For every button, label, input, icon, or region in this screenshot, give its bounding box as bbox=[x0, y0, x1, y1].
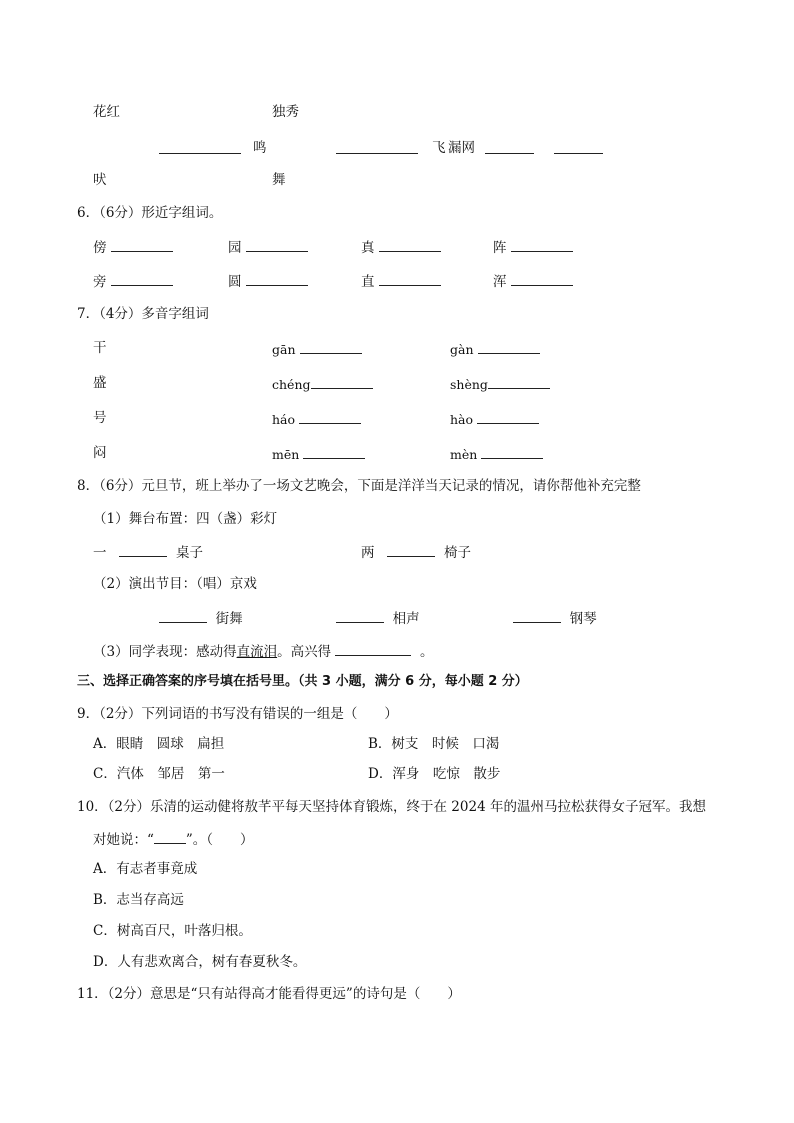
q8-blank[interactable] bbox=[119, 542, 167, 557]
q7-blank[interactable] bbox=[481, 444, 543, 459]
q6-blank[interactable] bbox=[246, 271, 308, 286]
q10-option-d[interactable]: D．人有悲欢离合，树有春夏秋冬。 bbox=[93, 954, 307, 970]
q8-two: 两 椅子 bbox=[361, 542, 471, 562]
q5-blank-3[interactable] bbox=[485, 139, 534, 159]
q7-title: 7．（4分）多音字组词 bbox=[77, 306, 209, 322]
q8-blank[interactable] bbox=[387, 542, 435, 557]
q5-word-3: 鸣 bbox=[253, 140, 267, 156]
q7-char: 闷 bbox=[93, 445, 107, 461]
q7-pinyin: hào bbox=[450, 409, 539, 429]
q7-blank[interactable] bbox=[300, 339, 362, 354]
q10-title: 10．（2分）乐清的运动健将敖芊平每天坚持体育锻炼，终于在 2024 年的温州马拉松获得女子冠军。我想 bbox=[77, 799, 706, 815]
q6-char: 阵 bbox=[493, 237, 573, 257]
q9-option-b[interactable]: B．树支 时候 口渴 bbox=[368, 736, 500, 752]
q6-blank[interactable] bbox=[111, 237, 173, 252]
q7-pinyin: háo bbox=[272, 409, 361, 429]
q10-blank[interactable] bbox=[154, 829, 186, 844]
q8-dance: 街舞 bbox=[159, 608, 243, 628]
q8-blank[interactable] bbox=[159, 608, 207, 623]
q7-pinyin: mēn bbox=[272, 444, 365, 464]
q5-blank-2[interactable] bbox=[336, 139, 418, 159]
q6-blank[interactable] bbox=[111, 271, 173, 286]
q7-char: 盛 bbox=[93, 375, 107, 391]
q5-word-5: 吠 bbox=[93, 172, 107, 188]
q6-blank[interactable] bbox=[511, 237, 573, 252]
q5-word-2: 独秀 bbox=[272, 104, 299, 120]
q5-blank-4[interactable] bbox=[554, 139, 603, 159]
q8-underlined-word: 直流泪 bbox=[236, 644, 278, 660]
q7-pinyin: gān bbox=[272, 339, 362, 359]
q6-char: 圆 bbox=[228, 271, 308, 291]
q9-title: 9．（2分）下列词语的书写没有错误的一组是（ ） bbox=[77, 706, 398, 722]
q10-title-line2: 对她说：“ ”。（ ） bbox=[93, 829, 254, 849]
q8-crosstalk: 相声 bbox=[336, 608, 420, 628]
q7-blank[interactable] bbox=[488, 374, 550, 389]
q8-blank[interactable] bbox=[513, 608, 561, 623]
q8-sub3: （3）同学表现：感动得直流泪。高兴得 。 bbox=[93, 641, 433, 661]
q7-pinyin: chéng bbox=[272, 374, 373, 394]
q7-blank[interactable] bbox=[477, 409, 539, 424]
q6-blank[interactable] bbox=[379, 237, 441, 252]
q8-one: 一 桌子 bbox=[93, 542, 203, 562]
q6-char: 直 bbox=[361, 271, 441, 291]
q8-sub1: （1）舞台布置：四（盏）彩灯 bbox=[93, 511, 278, 527]
q5-word-4b: 漏网 bbox=[448, 140, 475, 156]
q6-char: 旁 bbox=[93, 271, 173, 291]
q6-char: 真 bbox=[361, 237, 441, 257]
q7-pinyin: mèn bbox=[450, 444, 543, 464]
q8-blank[interactable] bbox=[335, 641, 411, 656]
q6-blank[interactable] bbox=[246, 237, 308, 252]
q10-option-a[interactable]: A．有志者事竟成 bbox=[93, 861, 198, 877]
q5-blank-1[interactable] bbox=[159, 139, 241, 159]
q7-pinyin: gàn bbox=[450, 339, 540, 359]
q6-blank[interactable] bbox=[379, 271, 441, 286]
q7-blank[interactable] bbox=[303, 444, 365, 459]
q9-option-c[interactable]: C．汽体 邹居 第一 bbox=[93, 766, 225, 782]
q9-option-a[interactable]: A．眼睛 圆球 扁担 bbox=[93, 736, 225, 752]
q6-char: 傍 bbox=[93, 237, 173, 257]
section-3-heading: 三、选择正确答案的序号填在括号里。（共 3 小题，满分 6 分，每小题 2 分） bbox=[77, 674, 528, 689]
q7-char: 号 bbox=[93, 410, 107, 426]
q7-blank[interactable] bbox=[478, 339, 540, 354]
q7-pinyin: shèng bbox=[450, 374, 550, 394]
q6-char: 浑 bbox=[493, 271, 573, 291]
q6-title: 6．（6分）形近字组词。 bbox=[77, 205, 223, 221]
q5-word-1: 花红 bbox=[93, 104, 120, 120]
q8-title: 8．（6分）元旦节，班上举办了一场文艺晚会，下面是洋洋当天记录的情况，请你帮他补充完整 bbox=[77, 478, 641, 494]
q5-word-4: 飞 bbox=[432, 140, 446, 156]
q6-blank[interactable] bbox=[511, 271, 573, 286]
q8-blank[interactable] bbox=[336, 608, 384, 623]
q11-title: 11．（2分）意思是“只有站得高才能看得更远”的诗句是（ ） bbox=[77, 986, 461, 1002]
q7-blank[interactable] bbox=[311, 374, 373, 389]
q8-piano: 钢琴 bbox=[513, 608, 597, 628]
q8-sub2: （2）演出节目：（唱）京戏 bbox=[93, 576, 257, 592]
q6-char: 园 bbox=[228, 237, 308, 257]
q5-word-6: 舞 bbox=[272, 172, 286, 188]
q10-option-b[interactable]: B．志当存高远 bbox=[93, 892, 184, 908]
q10-option-c[interactable]: C．树高百尺，叶落归根。 bbox=[93, 923, 252, 939]
q9-option-d[interactable]: D．浑身 吃惊 散步 bbox=[368, 766, 501, 782]
q7-blank[interactable] bbox=[299, 409, 361, 424]
q7-char: 干 bbox=[93, 340, 107, 356]
